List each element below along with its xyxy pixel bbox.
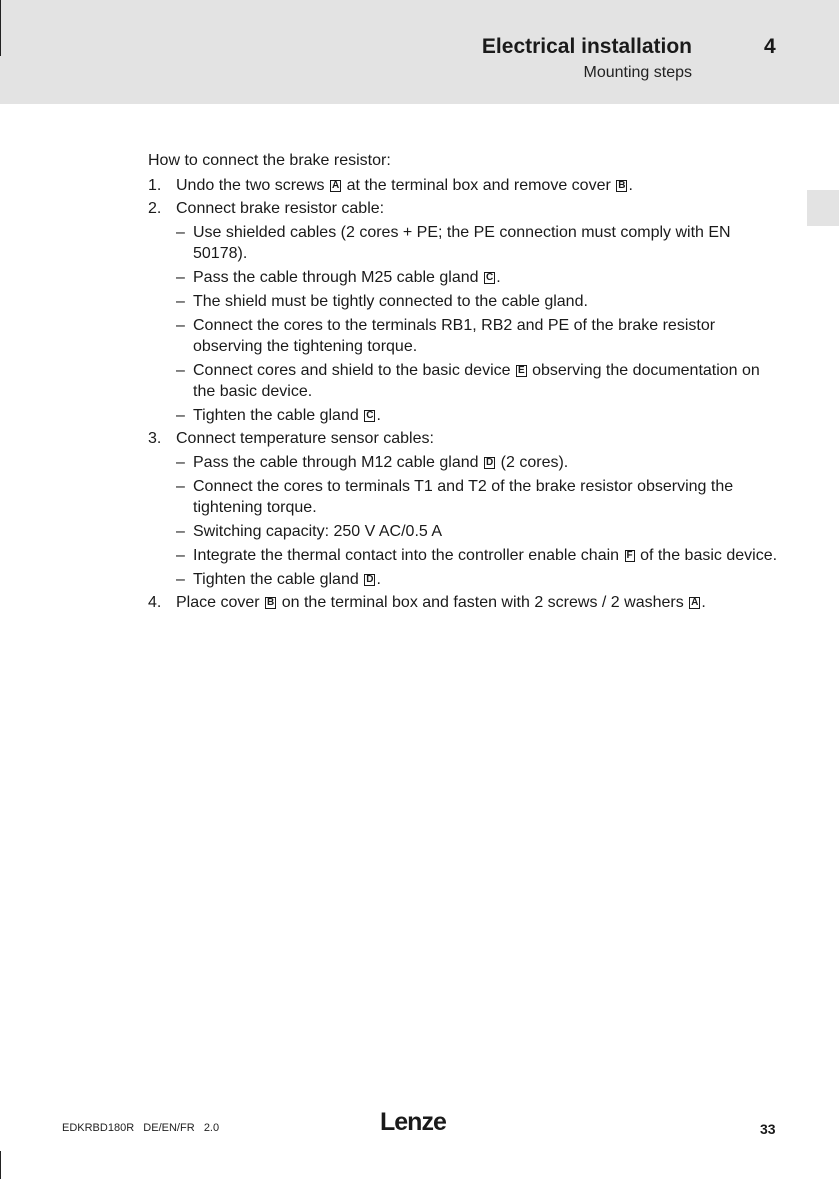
sub-text: Pass the cable through M12 cable gland bbox=[193, 454, 479, 471]
dash-marker: – bbox=[176, 523, 185, 540]
callout-ref: C bbox=[485, 272, 494, 283]
step-text: . bbox=[701, 594, 706, 611]
step-3 bbox=[148, 428, 778, 590]
sub-item bbox=[148, 267, 778, 288]
sub-item bbox=[148, 291, 778, 312]
dash-marker: – bbox=[176, 547, 185, 564]
step-text: Connect temperature sensor cables: bbox=[176, 430, 434, 447]
header-band bbox=[0, 0, 839, 104]
callout-ref: C bbox=[366, 410, 374, 421]
dash-marker: – bbox=[176, 454, 185, 471]
dash-marker: – bbox=[176, 317, 185, 334]
dash-marker: – bbox=[176, 478, 185, 495]
callout-ref: B bbox=[618, 180, 626, 191]
sub-item bbox=[148, 452, 778, 473]
dash-marker: – bbox=[176, 293, 185, 310]
brand-logo: Lenze bbox=[380, 1108, 446, 1136]
callout-ref: D bbox=[366, 574, 374, 585]
sub-item bbox=[148, 405, 778, 426]
crop-mark bbox=[0, 1151, 1, 1179]
dash-marker: – bbox=[176, 362, 185, 379]
instructions bbox=[148, 150, 778, 613]
step-text: Connect brake resistor cable: bbox=[176, 200, 385, 217]
step-1 bbox=[148, 175, 778, 196]
sub-text: (2 cores). bbox=[500, 454, 569, 471]
document-id: EDKRBD180R DE/EN/FR 2.0 bbox=[62, 1122, 220, 1134]
callout-ref: B bbox=[267, 597, 275, 608]
callout-ref: F bbox=[626, 550, 633, 561]
step-text: . bbox=[628, 177, 633, 194]
step-number: 3. bbox=[148, 430, 162, 447]
dash-marker: – bbox=[176, 269, 185, 286]
callout-ref: D bbox=[485, 457, 494, 468]
sub-text: of the basic device. bbox=[640, 547, 778, 564]
sub-text: Use shielded cables (2 cores + PE; the PE connection must comply with EN 50178). bbox=[193, 224, 731, 262]
step-number: 1. bbox=[148, 177, 162, 194]
page-number: 33 bbox=[760, 1121, 776, 1137]
sub-text: The shield must be tightly connected to the cable gland. bbox=[193, 293, 588, 310]
sub-text: Connect cores and shield to the basic device bbox=[193, 362, 511, 379]
sub-text: Connect the cores to the terminals RB1, RB2 and PE of the brake resistor observing the tightening torque. bbox=[193, 317, 716, 355]
sub-item bbox=[148, 360, 778, 402]
sub-item bbox=[148, 315, 778, 357]
sub-text: Pass the cable through M25 cable gland bbox=[193, 269, 479, 286]
sub-text: . bbox=[376, 407, 381, 424]
callout-ref: A bbox=[691, 597, 699, 608]
intro-text: How to connect the brake resistor: bbox=[148, 152, 391, 169]
page-title: Electrical installation bbox=[481, 35, 692, 58]
step-4 bbox=[148, 592, 778, 613]
step-text: on the terminal box and fasten with 2 screws / 2 washers bbox=[281, 594, 684, 611]
sub-item bbox=[148, 545, 778, 566]
dash-marker: – bbox=[176, 407, 185, 424]
page-subtitle: Mounting steps bbox=[583, 64, 692, 81]
chapter-thumb-tab bbox=[807, 190, 839, 226]
sub-item bbox=[148, 569, 778, 590]
dash-marker: – bbox=[176, 224, 185, 241]
sub-text: . bbox=[376, 571, 381, 588]
dash-marker: – bbox=[176, 571, 185, 588]
callout-ref: A bbox=[331, 180, 340, 191]
sub-text: Tighten the cable gland bbox=[193, 407, 359, 424]
sub-text: observing the documentation on the basic device. bbox=[193, 362, 760, 400]
sub-item bbox=[148, 476, 778, 518]
sub-text: . bbox=[496, 269, 501, 286]
sub-text: Connect the cores to terminals T1 and T2 of the brake resistor observing the tightening torque. bbox=[193, 478, 734, 516]
sub-item bbox=[148, 521, 778, 542]
step-number: 2. bbox=[148, 200, 162, 217]
step-text: Place cover bbox=[176, 594, 260, 611]
step-text: Undo the two screws bbox=[176, 177, 325, 194]
sub-item bbox=[148, 222, 778, 264]
step-text: at the terminal box and remove cover bbox=[346, 177, 611, 194]
sub-text: Switching capacity: 250 V AC/0.5 A bbox=[193, 523, 443, 540]
sub-text: Integrate the thermal contact into the controller enable chain bbox=[193, 547, 620, 564]
chapter-number: 4 bbox=[764, 35, 776, 58]
step-number: 4. bbox=[148, 594, 162, 611]
sub-text: Tighten the cable gland bbox=[193, 571, 359, 588]
step-2 bbox=[148, 198, 778, 426]
callout-ref: E bbox=[517, 365, 525, 376]
crop-mark bbox=[0, 0, 1, 56]
